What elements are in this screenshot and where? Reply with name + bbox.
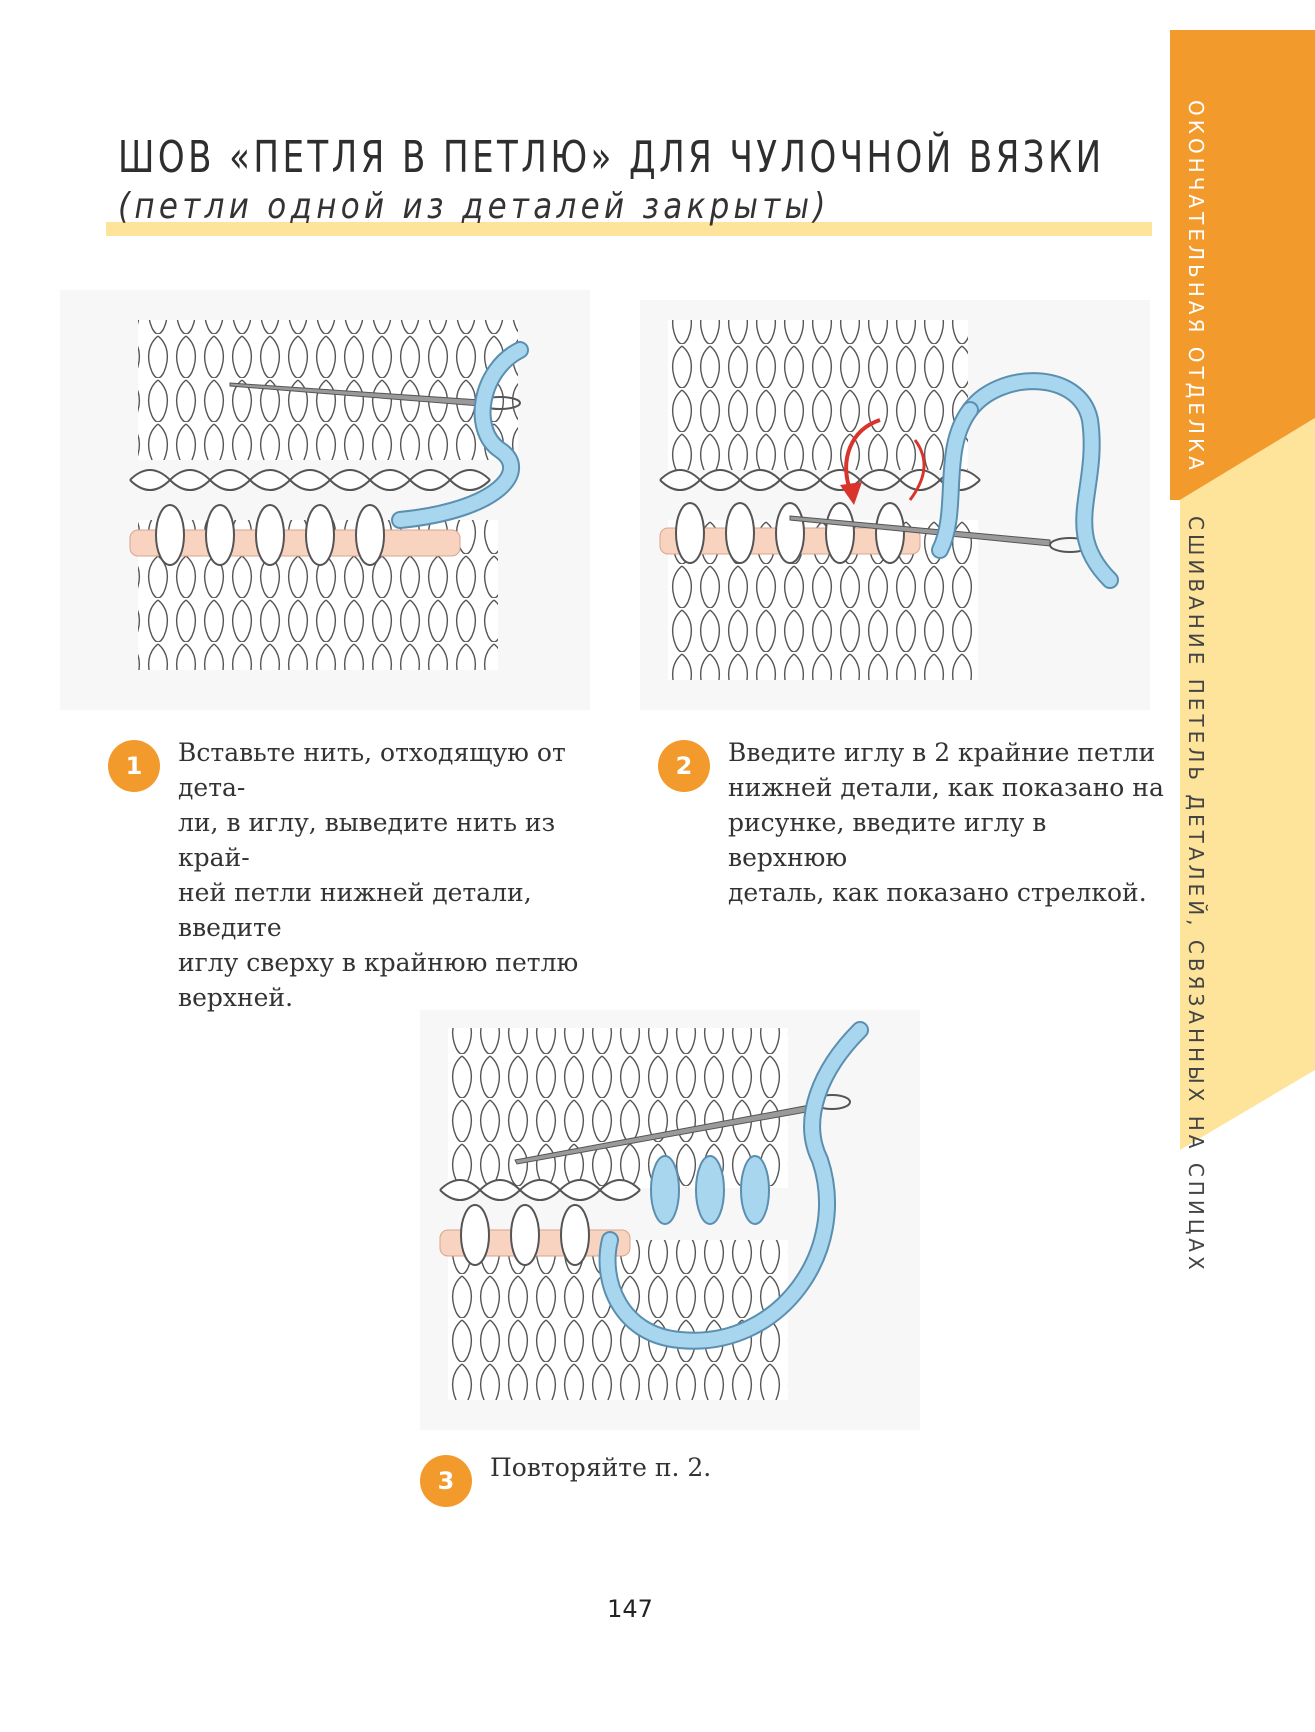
step-number-badge: 1 — [108, 740, 160, 792]
chapter-label: СШИВАНИЕ ПЕТЕЛЬ ДЕТАЛЕЙ, СВЯЗАННЫХ НА СПИЦАХ — [1184, 516, 1208, 1274]
step-text: Повторяйте п. 2. — [490, 1453, 712, 1482]
page-subtitle: (петли одной из деталей закрыты) — [118, 186, 830, 227]
section-label: ОКОНЧАТЕЛЬНАЯ ОТДЕЛКА — [1184, 100, 1208, 474]
step-number-badge: 3 — [420, 1455, 472, 1507]
step-text: Вставьте нить, отходящую от дета- ли, в иглу, выведите нить из край- ней петли нижней детали, введите иглу сверху в крайнюю петлю верхней. — [178, 738, 579, 1012]
illustration-step-3 — [420, 1010, 920, 1430]
page-title: ШОВ «ПЕТЛЯ В ПЕТЛЮ» ДЛЯ ЧУЛОЧНОЙ ВЯЗКИ — [118, 132, 1105, 183]
illustration-step-2 — [640, 300, 1150, 710]
page-number: 147 — [607, 1595, 653, 1623]
title-block — [118, 132, 1265, 230]
step-text: Введите иглу в 2 крайние петли нижней детали, как показано на рисунке, введите иглу в верхнюю деталь, как показано стрелкой. — [728, 738, 1164, 907]
illustration-step-1 — [60, 290, 590, 710]
step-number-badge: 2 — [658, 740, 710, 792]
